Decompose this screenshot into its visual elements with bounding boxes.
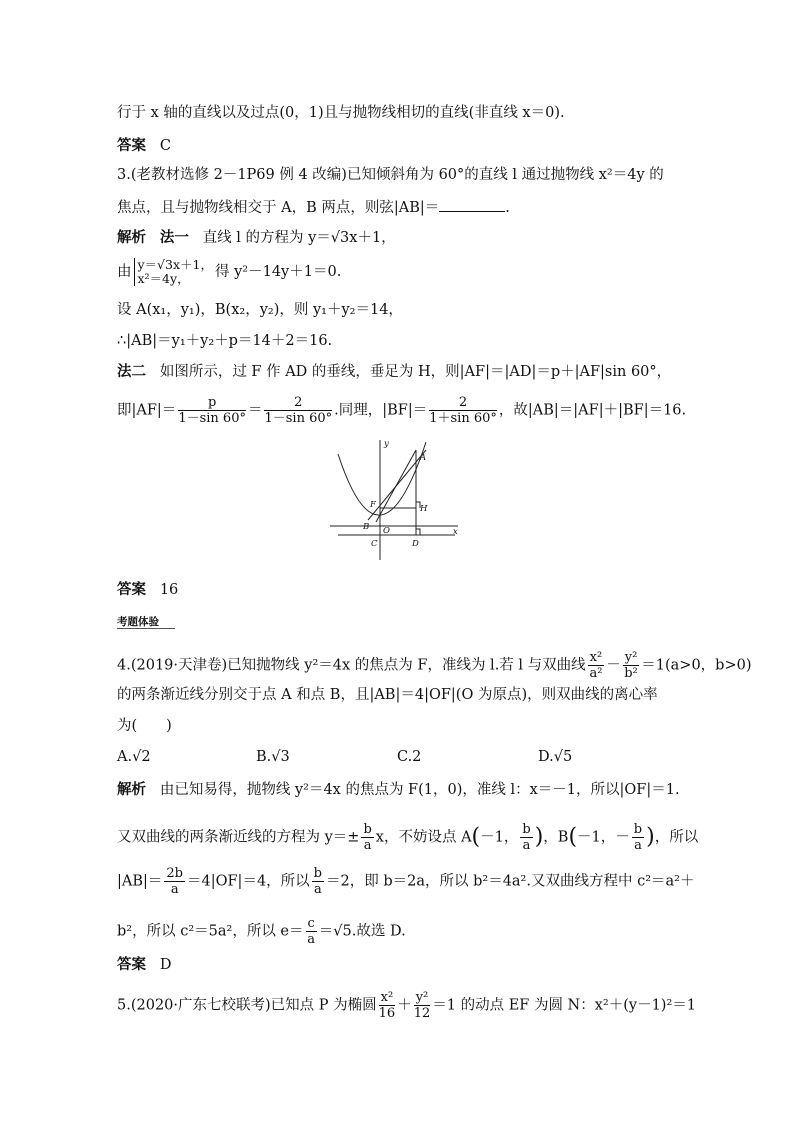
option-a: A.√2 xyxy=(117,749,151,765)
segment-a-b xyxy=(376,450,416,522)
frac-num: y² xyxy=(624,650,638,665)
hyper-frac-y xyxy=(623,650,640,681)
fraction-bf xyxy=(429,395,497,426)
q5-line1-rest: ＝1 的动点 EF 为圆 N：x²＋(y－1)²＝1 xyxy=(432,997,697,1014)
q3-af-line: 即|AF|＝ $\frac{p}{1-\sin 60^\circ}$ ＝ $\frac{2}{1-\sin 60^\circ}$ .同理，|BF|＝ $\frac{2}{1+\sin 60^\circ}$ ，故|AB|＝|AF|＋|BF|＝16. xyxy=(117,395,687,426)
q4-line2: 的两条渐近线分别交于点 A 和点 B，且|AB|＝4|OF|(O 为原点)，则双曲线的离心率 xyxy=(117,687,658,703)
solution-label: 解析 xyxy=(117,229,146,246)
frac-num: b xyxy=(363,822,372,837)
answer-label: 答案 xyxy=(117,137,146,154)
point-b-x: －1，－ xyxy=(577,829,630,846)
frac-den: 12 xyxy=(413,1006,431,1021)
equation-system xyxy=(134,258,213,286)
answer-label: 答案 xyxy=(117,956,146,973)
sol3a: |AB|＝ xyxy=(117,873,163,890)
same-text: .同理，|BF|＝ xyxy=(334,402,428,419)
ab-result: ，故|AB|＝|AF|＋|BF|＝16. xyxy=(498,402,687,419)
q3-system xyxy=(117,258,341,286)
q4-sol3 xyxy=(117,866,694,897)
q3-line1: 3.(老教材选修 2－1P69 例 4 改编)已知倾斜角为 60°的直线 l 通过抛物线 x²＝4y 的 xyxy=(117,167,664,183)
frac-den: a xyxy=(634,838,642,853)
frac-num: b xyxy=(633,822,643,837)
frac-b-a-3 xyxy=(632,822,644,853)
frac-den: a xyxy=(170,882,179,897)
frac-num: b xyxy=(313,866,322,881)
label-x: x xyxy=(453,527,458,537)
frac-den: 1－sin 60° xyxy=(178,411,246,426)
minus: － xyxy=(606,657,621,674)
q4-line1 xyxy=(117,650,752,681)
q4-sol4 xyxy=(117,916,406,947)
label-h: H xyxy=(420,504,428,514)
frac-den: a xyxy=(307,932,316,947)
label-y: y xyxy=(384,439,389,449)
q4-line1-text: 4.(2019·天津卷)已知抛物线 y²＝4x 的焦点为 F，准线为 l.若 l 与双曲线 xyxy=(117,657,586,674)
fraction-af-2 xyxy=(264,395,332,426)
solution-label: 解析 xyxy=(117,781,146,798)
sol2c: ，B xyxy=(543,829,569,846)
sol1-text: 由已知易得，抛物线 y²＝4x 的焦点为 F(1，0)，准线 l：x＝－1，所以|OF|＝1. xyxy=(159,782,680,798)
frac-den: 1－sin 60° xyxy=(264,411,333,426)
answer-value: C xyxy=(159,138,171,154)
hyper-rest: ＝1(a>0，b>0) xyxy=(641,657,752,674)
sys-prefix: 由 xyxy=(117,264,132,280)
fraction-af-1 xyxy=(178,395,246,426)
parabola-figure xyxy=(330,432,465,564)
answer-label: 答案 xyxy=(117,581,146,598)
frac-den: a xyxy=(363,838,372,853)
answer-16-line xyxy=(117,580,178,600)
answer-value: D xyxy=(159,957,172,973)
frac-b-a-2 xyxy=(520,822,532,853)
answer-value: 16 xyxy=(159,582,179,598)
frac-den: a² xyxy=(589,666,603,681)
text-line-top: 行于 x 轴的直线以及过点(0，1)且与抛物线相切的直线(非直线 x＝0). xyxy=(117,105,565,121)
frac-den: b² xyxy=(624,666,638,681)
sys-eq1: y＝√3x＋1， xyxy=(137,257,213,272)
parabola-curve xyxy=(338,442,426,515)
method2-label: 法二 xyxy=(117,363,146,380)
section-tag-underline xyxy=(117,628,175,629)
q3-therefore: ∴|AB|＝y₁＋y₂＋p＝14＋2＝16. xyxy=(117,333,333,349)
sol3b: ＝4|OF|＝4，所以 xyxy=(187,873,310,890)
label-f: F xyxy=(370,500,376,510)
frac-num: 2 xyxy=(264,395,332,411)
frac-num: c xyxy=(307,916,315,931)
option-c: C.2 xyxy=(397,749,422,765)
frac-num: x² xyxy=(589,650,603,665)
option-d: D.√5 xyxy=(538,749,573,765)
q5-line1 xyxy=(117,990,696,1021)
ellipse-frac-y xyxy=(414,990,431,1021)
answer-blank xyxy=(439,197,505,212)
q4-sol2: 又双曲线的两条渐近线的方程为 y＝± $\frac{b}{a}$ x，不妨设点 A(－1， $\frac{b}{a}$ )，B(－1，－ $\frac{b}{a}$ )，所以 xyxy=(117,822,699,853)
ellipse-frac-x xyxy=(379,990,396,1021)
section-tag: 考题体验 xyxy=(117,616,159,628)
frac-num: b xyxy=(522,822,531,837)
sol4a: b²，所以 c²＝5a²，所以 e＝ xyxy=(117,923,304,940)
q4-line3: 为( ) xyxy=(117,718,172,734)
right-angle-d xyxy=(416,529,420,535)
q3-line2-text: 焦点，且与抛物线相交于 A，B 两点，则弦|AB|＝ xyxy=(117,200,440,216)
label-a: A xyxy=(420,453,427,463)
label-d: D xyxy=(412,539,419,549)
hyper-frac-x xyxy=(588,650,605,681)
label-b: B xyxy=(363,522,370,532)
q3-method2 xyxy=(117,362,671,382)
label-o: O xyxy=(383,526,390,536)
frac-num: x² xyxy=(380,990,394,1005)
frac-den: 1＋sin 60° xyxy=(429,411,497,426)
frac-c-a xyxy=(306,916,317,947)
q3-assume: 设 A(x₁，y₁)，B(x₂，y₂)，则 y₁＋y₂＝14， xyxy=(117,302,403,318)
method1-text: 直线 l 的方程为 y＝√3x＋1， xyxy=(202,230,396,246)
q5-line1-text: 5.(2020·广东七校联考)已知点 P 为椭圆 xyxy=(117,997,377,1014)
point-a-x: －1， xyxy=(480,829,519,846)
sol3c: ＝2，即 b＝2a，所以 b²＝4a².又双曲线方程中 c²＝a²＋ xyxy=(326,873,695,890)
option-b: B.√3 xyxy=(256,749,290,765)
frac-den: a xyxy=(313,882,322,897)
sys-result: 得 y²－14y＋1＝0. xyxy=(214,264,342,280)
answer-d-line xyxy=(117,955,171,975)
frac-num: p xyxy=(178,395,246,411)
q4-sol1 xyxy=(117,780,680,800)
method1-label: 法一 xyxy=(159,229,189,246)
plus: ＋ xyxy=(397,997,412,1014)
method2-text: 如图所示，过 F 作 AD 的垂线，垂足为 H，则|AF|＝|AD|＝p＋|AF|sin 60°， xyxy=(159,364,672,380)
sol2a: 又双曲线的两条渐近线的方程为 y＝± xyxy=(117,829,360,846)
frac-num: 2b xyxy=(166,866,183,881)
sys-eq2: x²＝4y， xyxy=(137,271,190,286)
frac-num: y² xyxy=(415,990,429,1005)
frac-num: 2 xyxy=(429,395,497,411)
q3-line2: 焦点，且与抛物线相交于 A，B 两点，则弦|AB|＝ . xyxy=(117,197,510,218)
q3-method1 xyxy=(117,228,396,248)
frac-den: 16 xyxy=(378,1006,396,1021)
frac-2b-a xyxy=(164,866,185,897)
frac-den: a xyxy=(522,838,531,853)
label-c: C xyxy=(371,539,378,549)
frac-b-a xyxy=(361,822,373,853)
answer-c-line xyxy=(117,136,171,156)
sol2d: ，所以 xyxy=(654,829,699,846)
sol2b: x，不妨设点 A xyxy=(375,829,472,846)
sol4b: ＝√5.故选 D. xyxy=(318,923,406,940)
frac-b-a-4 xyxy=(312,866,324,897)
af-prefix: 即|AF|＝ xyxy=(117,402,177,419)
